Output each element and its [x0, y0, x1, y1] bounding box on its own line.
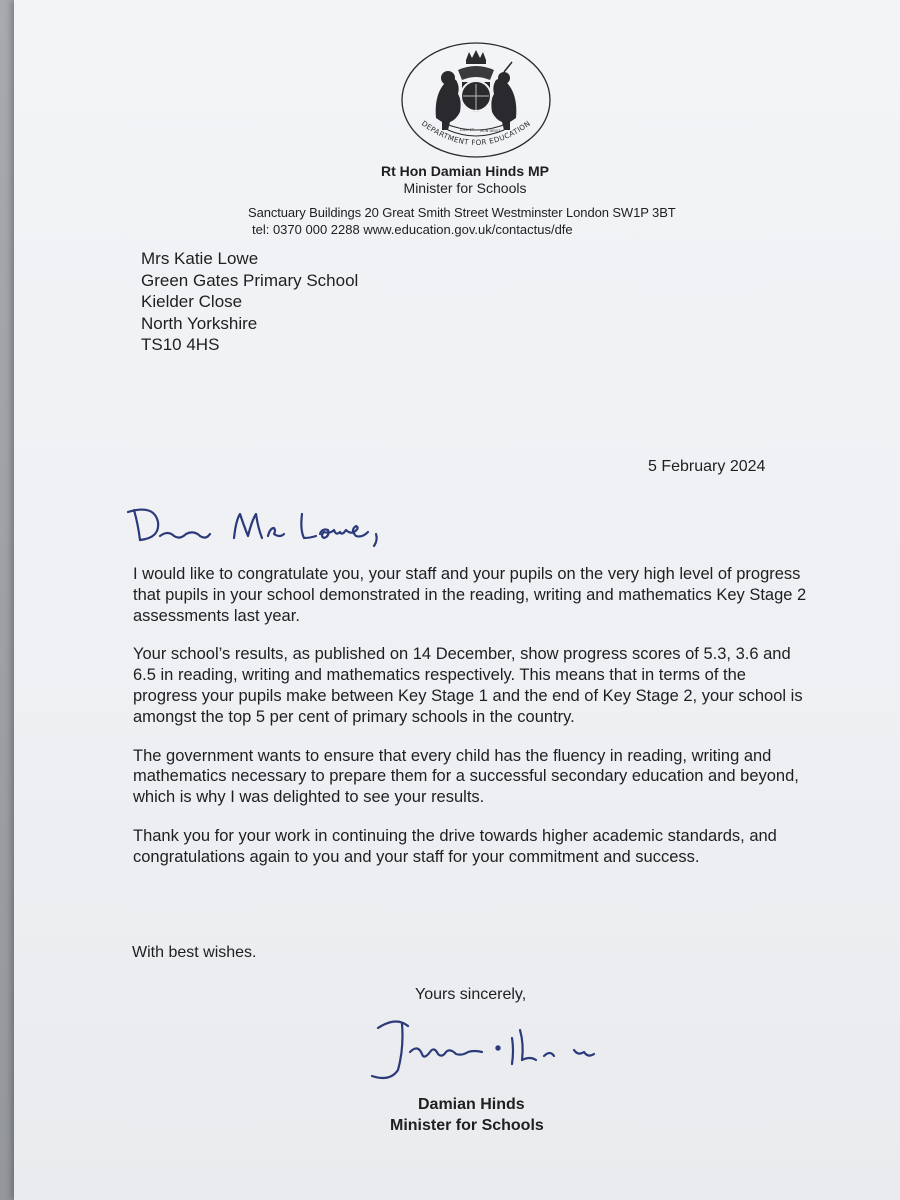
department-crest-logo [400, 40, 552, 160]
body-paragraph: The government wants to ensure that every child has the fluency in reading, writing and mathematics necessary to prepare them for a successful secondary education and beyond, which is why I was delighted to see your results. [133, 746, 799, 807]
handwritten-salutation [124, 500, 404, 560]
crest-department-text: DEPARTMENT FOR EDUCATION [419, 118, 533, 148]
recipient-address-block [141, 248, 358, 356]
recipient-county: North Yorkshire [141, 313, 258, 333]
crest-motto-left: DIEU ET [460, 128, 474, 132]
signer-name: Damian Hinds [418, 1096, 525, 1113]
letter-date: 5 February 2024 [648, 458, 766, 475]
department-address: Sanctuary Buildings 20 Great Smith Street Westminster London SW1P 3BT [248, 205, 676, 220]
letterhead-minister-role: Minister for Schools [403, 180, 527, 196]
crest-motto-right: MON DROIT [480, 129, 501, 133]
closing-line: With best wishes. [132, 944, 257, 961]
recipient-name: Mrs Katie Lowe [141, 249, 259, 268]
recipient-postcode: TS10 4HS [141, 335, 220, 355]
handwritten-signature [364, 1012, 624, 1092]
recipient-school: Green Gates Primary School [141, 270, 359, 290]
body-paragraph: I would like to congratulate you, your staff and your pupils on the very high level of progress that pupils in your school demonstrated in the reading, writing and mathematics Key Stage 2 assessments last year. [133, 565, 807, 625]
svg-text:DEPARTMENT FOR EDUCATION [420, 119, 532, 147]
body-paragraph: Thank you for your work in continuing the drive towards higher academic standards, and congratulations again to you and your staff for your commitment and success. [133, 826, 777, 866]
letterhead-minister-name: Rt Hon Damian Hinds MP [380, 163, 549, 179]
department-contact: tel: 0370 000 2288 www.education.gov.uk/contactus/dfe [252, 222, 573, 237]
letter-body [133, 564, 813, 886]
signer-role: Minister for Schools [390, 1117, 544, 1134]
sign-off: Yours sincerely, [415, 986, 527, 1003]
body-paragraph: Your school’s results, as published on 14 December, show progress scores of 5.3, 3.6 and 6.5 in reading, writing and mathematics respectively. This means that in terms of the progress your pupils make between Key Stage 1 and the end of Key Stage 2, your school is amongst the top 5 per cent of primary schools in the country. [133, 645, 803, 726]
recipient-street: Kielder Close [141, 292, 243, 312]
